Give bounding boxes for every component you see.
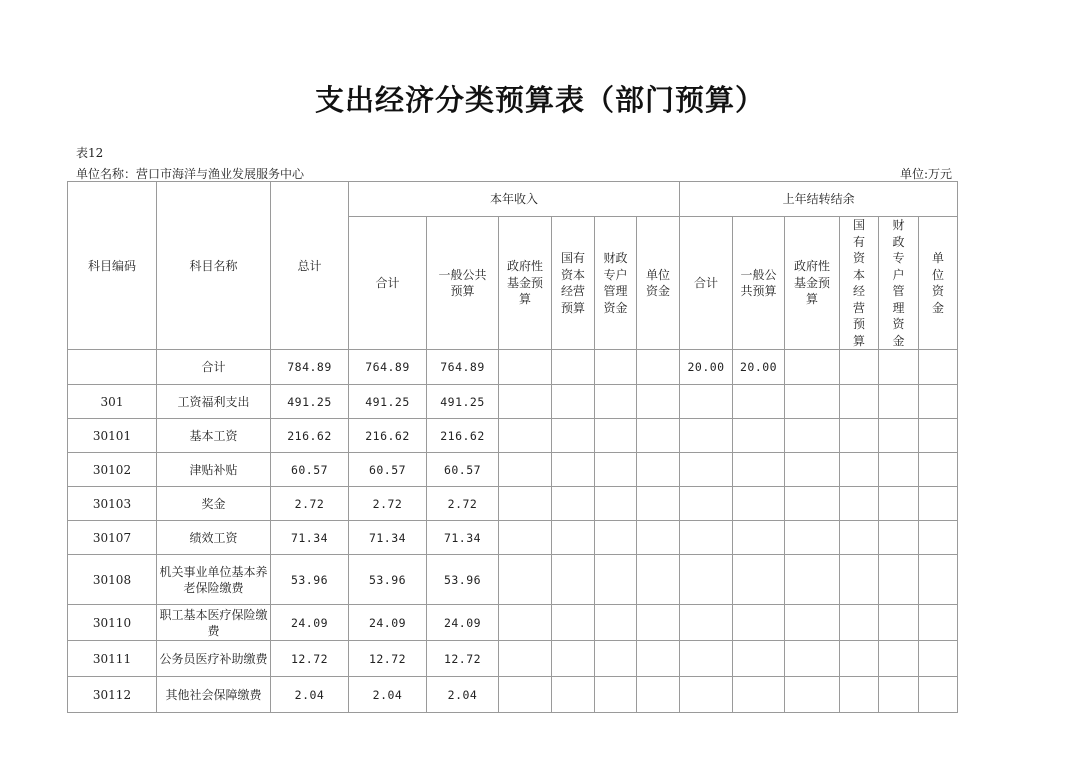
cell-pri-total	[680, 605, 733, 641]
cell-pri-state-capital	[840, 605, 879, 641]
table-row	[68, 677, 958, 713]
cell-cur-gov-fund	[499, 641, 552, 677]
header-cur-gov-fund	[499, 217, 552, 350]
cell-cur-general: 24.09	[427, 605, 499, 641]
header-cur-state-capital-text: 国有资本经营预算	[560, 251, 585, 315]
cell-pri-state-capital	[840, 555, 879, 605]
cell-pri-general	[733, 641, 785, 677]
cell-total: 2.04	[271, 677, 349, 713]
cell-pri-unit-fund	[919, 419, 958, 453]
header-pri-unit-fund	[919, 217, 958, 350]
cell-pri-unit-fund	[919, 385, 958, 419]
cell-cur-general: 764.89	[427, 350, 499, 385]
cell-cur-total: 491.25	[349, 385, 427, 419]
cell-cur-general: 2.04	[427, 677, 499, 713]
cell-pri-fiscal-special	[879, 385, 919, 419]
cell-code: 30112	[68, 677, 157, 713]
cell-cur-general: 71.34	[427, 521, 499, 555]
cell-cur-state-capital	[552, 350, 595, 385]
cell-total: 24.09	[271, 605, 349, 641]
header-cur-unit-fund	[637, 217, 680, 350]
cell-name: 津贴补贴	[157, 453, 271, 487]
header-cur-fiscal-special-text: 财政专户管理资金	[603, 251, 628, 315]
cell-cur-state-capital	[552, 677, 595, 713]
cell-name: 基本工资	[157, 419, 271, 453]
table-row	[68, 453, 958, 487]
cell-pri-general	[733, 677, 785, 713]
cell-pri-fiscal-special	[879, 641, 919, 677]
cell-pri-unit-fund	[919, 521, 958, 555]
cell-pri-gov-fund	[785, 641, 840, 677]
cell-pri-gov-fund	[785, 385, 840, 419]
cell-total: 60.57	[271, 453, 349, 487]
cell-cur-gov-fund	[499, 453, 552, 487]
cell-cur-unit-fund	[637, 641, 680, 677]
cell-cur-general: 491.25	[427, 385, 499, 419]
cell-cur-gov-fund	[499, 350, 552, 385]
table-row	[68, 641, 958, 677]
cell-code: 30102	[68, 453, 157, 487]
cell-name: 公务员医疗补助缴费	[157, 641, 271, 677]
header-cur-unit-fund-text: 单位资金	[646, 267, 671, 298]
cell-cur-fiscal-special	[595, 487, 637, 521]
cell-cur-general: 12.72	[427, 641, 499, 677]
cell-total: 2.72	[271, 487, 349, 521]
cell-pri-general	[733, 487, 785, 521]
cell-cur-general: 2.72	[427, 487, 499, 521]
cell-pri-fiscal-special	[879, 555, 919, 605]
table-header	[68, 182, 958, 350]
cell-cur-unit-fund	[637, 419, 680, 453]
cell-pri-gov-fund	[785, 521, 840, 555]
cell-pri-general	[733, 605, 785, 641]
cell-cur-unit-fund	[637, 677, 680, 713]
cell-pri-gov-fund	[785, 419, 840, 453]
cell-code: 301	[68, 385, 157, 419]
cell-total: 784.89	[271, 350, 349, 385]
cell-cur-state-capital	[552, 605, 595, 641]
cell-cur-unit-fund	[637, 453, 680, 487]
cell-pri-unit-fund	[919, 555, 958, 605]
cell-total: 12.72	[271, 641, 349, 677]
table-row	[68, 521, 958, 555]
cell-pri-unit-fund	[919, 487, 958, 521]
cell-pri-fiscal-special	[879, 419, 919, 453]
cell-cur-fiscal-special	[595, 521, 637, 555]
cell-pri-gov-fund	[785, 605, 840, 641]
cell-pri-gov-fund	[785, 453, 840, 487]
cell-total: 216.62	[271, 419, 349, 453]
cell-cur-total: 71.34	[349, 521, 427, 555]
cell-pri-gov-fund	[785, 677, 840, 713]
header-cur-fiscal-special	[595, 217, 637, 350]
cell-code: 30107	[68, 521, 157, 555]
header-current-income: 本年收入	[349, 182, 680, 217]
cell-code: 30108	[68, 555, 157, 605]
cell-cur-unit-fund	[637, 385, 680, 419]
cell-pri-total	[680, 521, 733, 555]
header-prior-carryover: 上年结转结余	[680, 182, 958, 217]
header-pri-state-capital-text: 国有资本经营预算	[853, 218, 866, 348]
cell-pri-general: 20.00	[733, 350, 785, 385]
cell-pri-gov-fund	[785, 487, 840, 521]
cell-pri-total	[680, 419, 733, 453]
cell-pri-unit-fund	[919, 605, 958, 641]
cell-total: 53.96	[271, 555, 349, 605]
cell-pri-state-capital	[840, 350, 879, 385]
header-cur-general	[427, 217, 499, 350]
cell-pri-fiscal-special	[879, 605, 919, 641]
header-pri-general	[733, 217, 785, 350]
cell-pri-fiscal-special	[879, 350, 919, 385]
cell-pri-total	[680, 453, 733, 487]
cell-cur-gov-fund	[499, 487, 552, 521]
cell-cur-total: 24.09	[349, 605, 427, 641]
cell-pri-general	[733, 453, 785, 487]
table-row	[68, 350, 958, 385]
header-name: 科目名称	[157, 182, 271, 350]
cell-cur-gov-fund	[499, 555, 552, 605]
cell-cur-gov-fund	[499, 605, 552, 641]
cell-pri-state-capital	[840, 521, 879, 555]
cell-pri-total	[680, 641, 733, 677]
cell-cur-state-capital	[552, 385, 595, 419]
cell-pri-unit-fund	[919, 641, 958, 677]
cell-pri-state-capital	[840, 487, 879, 521]
cell-pri-total	[680, 487, 733, 521]
cell-cur-total: 12.72	[349, 641, 427, 677]
cell-cur-gov-fund	[499, 677, 552, 713]
cell-name: 职工基本医疗保险缴费	[157, 605, 271, 641]
cell-cur-fiscal-special	[595, 385, 637, 419]
cell-pri-unit-fund	[919, 677, 958, 713]
cell-pri-state-capital	[840, 419, 879, 453]
cell-pri-total	[680, 555, 733, 605]
cell-cur-state-capital	[552, 453, 595, 487]
cell-cur-unit-fund	[637, 605, 680, 641]
cell-pri-general	[733, 419, 785, 453]
cell-cur-general: 216.62	[427, 419, 499, 453]
header-code: 科目编码	[68, 182, 157, 350]
cell-pri-fiscal-special	[879, 677, 919, 713]
budget-table	[67, 181, 958, 713]
cell-code: 30103	[68, 487, 157, 521]
cell-name: 合计	[157, 350, 271, 385]
cell-cur-fiscal-special	[595, 605, 637, 641]
cell-cur-fiscal-special	[595, 419, 637, 453]
cell-pri-state-capital	[840, 385, 879, 419]
header-pri-unit-fund-text: 单位资金	[932, 251, 945, 315]
cell-cur-fiscal-special	[595, 555, 637, 605]
cell-name: 绩效工资	[157, 521, 271, 555]
cell-pri-state-capital	[840, 453, 879, 487]
cell-cur-unit-fund	[637, 350, 680, 385]
header-pri-fiscal-special-text: 财政专户管理资金	[892, 218, 905, 348]
table-row	[68, 385, 958, 419]
cell-cur-total: 764.89	[349, 350, 427, 385]
cell-cur-total: 60.57	[349, 453, 427, 487]
cell-cur-gov-fund	[499, 385, 552, 419]
cell-pri-gov-fund	[785, 555, 840, 605]
cell-cur-state-capital	[552, 555, 595, 605]
cell-cur-total: 53.96	[349, 555, 427, 605]
header-pri-general-text: 一般公共预算	[740, 267, 777, 298]
cell-cur-state-capital	[552, 487, 595, 521]
cell-cur-gov-fund	[499, 521, 552, 555]
cell-total: 71.34	[271, 521, 349, 555]
cell-cur-fiscal-special	[595, 641, 637, 677]
table-row	[68, 605, 958, 641]
header-pri-fiscal-special	[879, 217, 919, 350]
table-row	[68, 419, 958, 453]
cell-cur-gov-fund	[499, 419, 552, 453]
cell-code: 30101	[68, 419, 157, 453]
cell-code	[68, 350, 157, 385]
cell-name: 工资福利支出	[157, 385, 271, 419]
cell-pri-general	[733, 385, 785, 419]
cell-name: 其他社会保障缴费	[157, 677, 271, 713]
header-cur-gov-fund-text: 政府性基金预算	[506, 259, 543, 307]
header-cur-total: 合计	[349, 217, 427, 350]
cell-pri-gov-fund	[785, 350, 840, 385]
cell-name: 机关事业单位基本养老保险缴费	[157, 555, 271, 605]
header-cur-general-text: 一般公共预算	[438, 267, 487, 298]
cell-cur-state-capital	[552, 641, 595, 677]
cell-pri-total: 20.00	[680, 350, 733, 385]
cell-cur-general: 60.57	[427, 453, 499, 487]
cell-cur-total: 2.72	[349, 487, 427, 521]
cell-pri-unit-fund	[919, 453, 958, 487]
table-row	[68, 555, 958, 605]
cell-cur-fiscal-special	[595, 453, 637, 487]
cell-name: 奖金	[157, 487, 271, 521]
header-pri-gov-fund-text: 政府性基金预算	[794, 259, 831, 307]
cell-pri-general	[733, 521, 785, 555]
page-title: 支出经济分类预算表（部门预算）	[314, 83, 765, 117]
cell-cur-fiscal-special	[595, 350, 637, 385]
cell-cur-unit-fund	[637, 487, 680, 521]
unit-name: 单位名称：营口市海洋与渔业发展服务中心	[76, 167, 305, 181]
header-pri-total: 合计	[680, 217, 733, 350]
cell-cur-state-capital	[552, 419, 595, 453]
header-pri-gov-fund	[785, 217, 840, 350]
cell-pri-fiscal-special	[879, 487, 919, 521]
cell-pri-state-capital	[840, 677, 879, 713]
cell-cur-total: 2.04	[349, 677, 427, 713]
header-total: 总计	[271, 182, 349, 350]
cell-cur-total: 216.62	[349, 419, 427, 453]
unit-label: 单位:万元	[899, 167, 952, 181]
cell-total: 491.25	[271, 385, 349, 419]
cell-code: 30110	[68, 605, 157, 641]
cell-pri-unit-fund	[919, 350, 958, 385]
cell-cur-state-capital	[552, 521, 595, 555]
header-cur-state-capital	[552, 217, 595, 350]
cell-cur-unit-fund	[637, 555, 680, 605]
table-row	[68, 487, 958, 521]
header-pri-state-capital	[840, 217, 879, 350]
cell-pri-state-capital	[840, 641, 879, 677]
table-number: 表12	[76, 146, 104, 160]
cell-pri-fiscal-special	[879, 453, 919, 487]
cell-pri-general	[733, 555, 785, 605]
cell-pri-total	[680, 677, 733, 713]
cell-pri-fiscal-special	[879, 521, 919, 555]
cell-code: 30111	[68, 641, 157, 677]
cell-pri-total	[680, 385, 733, 419]
table-body	[68, 350, 958, 713]
cell-cur-unit-fund	[637, 521, 680, 555]
cell-cur-fiscal-special	[595, 677, 637, 713]
cell-cur-general: 53.96	[427, 555, 499, 605]
